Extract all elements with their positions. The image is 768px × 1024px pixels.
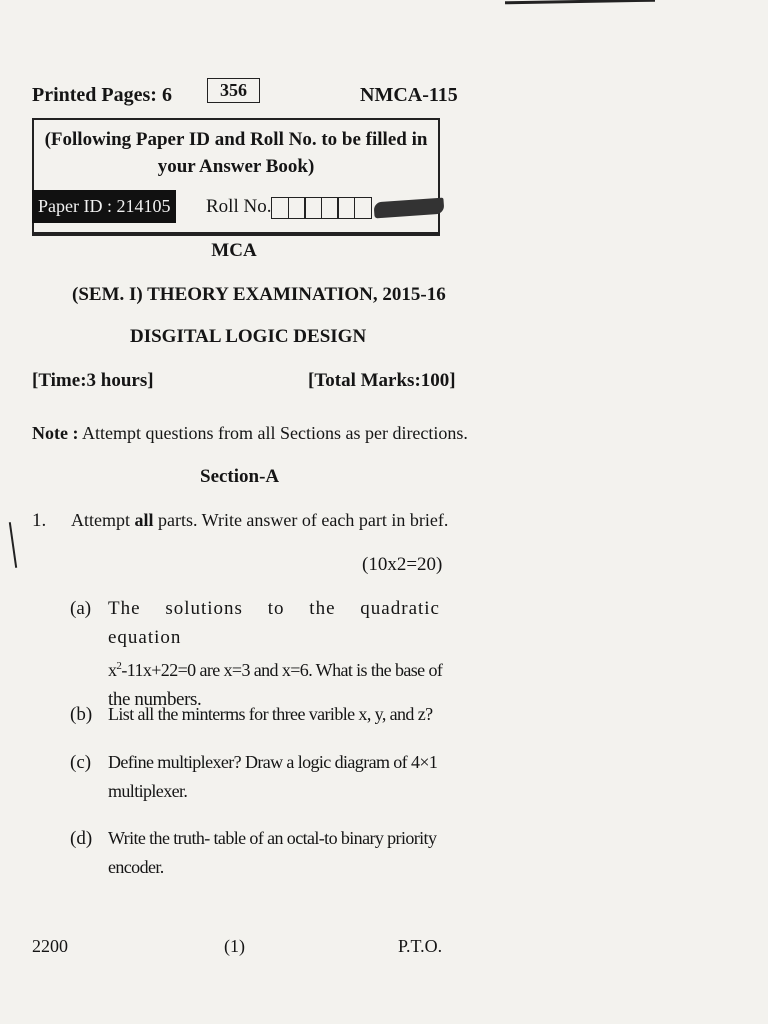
part-a-line2 (108, 652, 443, 685)
top-edge-mark (505, 0, 655, 4)
part-c-label: (c) (70, 752, 92, 773)
section-title: Section-A (200, 466, 280, 487)
margin-pen-mark (9, 522, 17, 568)
roll-no-cells (271, 196, 370, 217)
question-number: 1. (32, 510, 47, 531)
part-a-line1: The solutions to the quadratic equation (108, 598, 440, 648)
time: [Time:3 hours] (32, 370, 154, 391)
part-a-x: x (108, 660, 117, 680)
part-a-sup: 2 (116, 660, 122, 672)
part-d-line1: Write the truth- table of an octal-to binary priority (108, 828, 437, 848)
note-text: Attempt questions from all Sections as per directions. (78, 423, 468, 443)
paper-code: NMCA-115 (360, 84, 458, 106)
footer-page: (1) (224, 936, 245, 956)
box-number: 356 (207, 78, 260, 103)
subject: DISGITAL LOGIC DESIGN (130, 326, 367, 347)
part-a-text (108, 594, 443, 714)
total-marks: [Total Marks:100] (308, 370, 456, 391)
redaction-scribble (374, 197, 445, 218)
roll-no-row (206, 196, 444, 219)
question-instruction (71, 510, 448, 531)
paper-id-box (32, 118, 440, 236)
part-c-text (108, 748, 437, 806)
part-a-line3: the numbers. (108, 689, 202, 710)
part-b-label: (b) (70, 704, 93, 725)
q1-text-pre: Attempt (71, 510, 135, 530)
part-d-text (108, 824, 436, 882)
course: MCA (211, 240, 257, 261)
q1-text-post: parts. Write answer of each part in brief. (153, 510, 449, 530)
part-d-label: (d) (70, 828, 93, 849)
footer-pto: P.T.O. (398, 936, 443, 956)
note (32, 423, 468, 444)
part-b-text: List all the minterms for three varible x, y, and z? (108, 704, 433, 724)
roll-no-label: Roll No. (206, 196, 272, 217)
part-c-line2: multiplexer. (108, 781, 188, 801)
question-marks: (10x2=20) (362, 554, 443, 575)
part-a-label: (a) (70, 598, 92, 619)
part-c-line1: Define multiplexer? Draw a logic diagram of 4×1 (108, 752, 438, 772)
part-d-line2: encoder. (108, 857, 164, 877)
exam-title: (SEM. I) THEORY EXAMINATION, 2015-16 (72, 284, 446, 305)
id-instruction (40, 126, 432, 180)
paper-id: Paper ID : 214105 (32, 190, 176, 223)
footer-code: 2200 (32, 936, 68, 956)
id-instruction-text: (Following Paper ID and Roll No. to be filled in your Answer Book) (44, 129, 428, 177)
q1-text-bold: all (134, 510, 154, 530)
note-label: Note : (32, 423, 79, 443)
printed-pages: Printed Pages: 6 (32, 84, 172, 106)
part-a-equation: -11x+22=0 are x=3 and x=6. What is the base of (121, 660, 443, 680)
